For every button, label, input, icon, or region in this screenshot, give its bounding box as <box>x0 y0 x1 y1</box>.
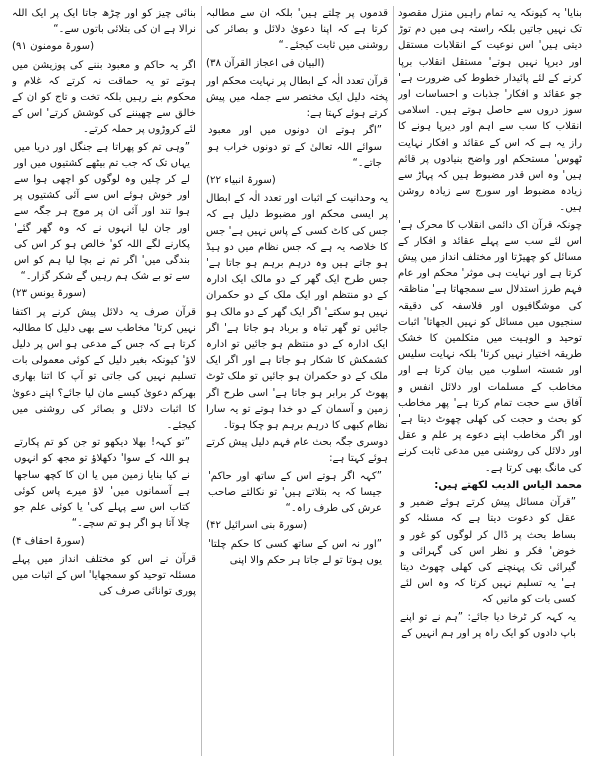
column-divider <box>393 6 394 756</box>
citation: (سورۃ احقاف ۴) <box>12 535 85 547</box>
quotation: ”اور نہ اس کے ساتھ کسی کا حکم چلتا' یوں ہوتا تو لے جاتا ہر حکم والا اپنی <box>208 538 382 566</box>
quotation: ”قرآن مسائل پیش کرتے ہوئے ضمیر و عقل کو دعوت دیتا ہے کہ مسئلہ کو بساط بحث پر ڈال کر لوگوں کو غور و خوض' فکر و نظر اس کی گہرائی و گیرائی تک پہنچنے کی کھلی چھوٹ دیتا ہے' یہ تسلیم نہیں کرتا کہ وہ اس لئے کسی بات کو مانیں کہ <box>400 497 576 606</box>
section-heading: محمد الیاس الدیب لکھتے ہیں: <box>434 479 582 491</box>
quotation: ”تو کہہ! بھلا دیکھو تو جن کو تم پکارتے ہو اللہ کے سوا' دکھلاؤ تو مجھ کو انہوں نے کیا بنایا زمین میں یا ان کا کچھ ساجھا ہے آسمانوں میں' لاؤ میرے پاس کوئی کتاب اس سے پہلے کی' یا کوئی علم جو چلا آتا ہو اگر ہو تم سچے۔“ <box>14 437 190 530</box>
paragraph: یہ وحدانیت کے اثبات اور تعدد الٰہ کے ابطال پر ایسی محکم اور مضبوط دلیل ہے کہ جس کی کاٹ کسی کے پاس نہیں ہے' جس کا خلاصہ یہ ہے کہ جس نظام میں دو ہیڈ ہو جاتے ہیں وہ درہم برہم ہو جاتا ہے' جس طرح ایک گھر کے دو مالک ایک ادارہ کے دو منتظم اور ایک ملک کے دو حکمران نہیں ہو سکتے' اگر ایک گھر کے دو مالک ہو جائیں تو گھر تباہ و برباد ہو جاتا ہے' اگر ایک ادارہ کے دو منتظم ہو جائیں تو ادارہ کشمکش کا شکار ہو جاتا ہے اور اگر ایک ملک کے دو حکمران ہو جائیں تو ملک ٹوٹ پھوٹ کر برابر ہو جاتا ہے' اسی طرح اگر زمین و آسمان کے دو خدا ہوتے تو یہ سارا نظام کبھی کا درہم برہم ہو چکا ہوتا۔ <box>206 193 388 432</box>
quotation: ”اگر ہوتے ان دونوں میں اور معبود سوائے اللہ تعالیٰ کے تو دونوں خراب ہو جاتے۔“ <box>208 125 382 169</box>
column-divider <box>201 6 202 756</box>
paragraph: اگر یہ حاکم و معبود بننے کی پوزیشن میں ہوتے تو یہ حماقت نہ کرتے کہ غلام و محکوم بنے رہیں بلکہ تخت و تاج کو ان کے خالق سے چھیننے کی کوشش کرتے' اس کے لئے کروڑوں پر حملہ کرتے۔ <box>12 59 196 136</box>
citation: (سورۃ مومنون ۹۱) <box>12 41 95 53</box>
paragraph: دوسری جگہ بحث عام فہم دلیل پیش کرتے ہوئے کہتا ہے: <box>206 437 388 465</box>
column-left <box>12 6 196 756</box>
paragraph: بنائی چیز کو اور چڑھ جاتا ایک پر ایک اللہ نرالا ہے ان کی بتلائی باتوں سے۔“ <box>12 8 196 36</box>
quotation: ”وہی تم کو پھراتا ہے جنگل اور دریا میں یہاں تک کہ جب تم بیٹھے کشتیوں میں اور لے کر چلیں وہ لوگوں کو اچھی ہوا سے اور خوش ہوئے اس سے آئی کشتیوں پر ہوا تند اور آئی ان پر موج ہر جگہ سے اور جان لیا انہوں نے کہ وہ گھر گئے' پکارنے لگے اللہ کو' خالص ہو کر اس کی بندگی میں' اگر تم نے بچا لیا ہم کو اس سے تو بے شک ہم رہیں گے شکر گزار۔“ <box>14 141 190 283</box>
citation: (سورۃ بنی اسرائیل ۴۲) <box>206 520 308 532</box>
quotation: ”کہہ اگر ہوتے اس کے ساتھ اور حاکم' جیسا کہ یہ بتلاتے ہیں' تو نکالتے صاحب عرش کی طرف راہ۔“ <box>208 470 382 515</box>
citation: (البیان فی اعجاز القرآن ۳۸) <box>206 57 325 69</box>
paragraph: بنایا' یہ کیونکہ یہ تمام راہیں منزل مقصود تک نہیں جاتیں بلکہ راستہ ہی میں دم توڑ دیتی ہیں' اس نوعیت کے انقلابات مستقل اور دیرپا نہیں ہوتے' مستقل انقلاب برپا کرنے کے لئے پائیدار خطوط کی ضرورت ہے' جو عقائد و افکار' جذبات و احساسات اور سوز دروں سے حاصل ہوتے ہیں۔ اسلامی انقلاب کا سب سے اہم اور دیرپا ہونے کا راز یہ ہے کہ اس کے عقائد و افکار نہایت ٹھوس' مستحکم اور واضح بنیادوں پر قائم ہیں' وہ اس قدر مضبوط ہیں کہ پہاڑ سے زیادہ مضبوط اور سورج سے زیادہ روشن ہیں۔ <box>398 8 582 214</box>
column-right <box>398 6 582 756</box>
citation: (سورۃ یونس ۲۳) <box>12 288 86 300</box>
paragraph: قرآن صرف یہ دلائل پیش کرنے پر اکتفا نہیں کرتا' مخاطب سے بھی دلیل کا مطالبہ کرتا ہے کہ جس کے مدعی ہو اس پر دلیل لاؤ' کیونکہ بغیر دلیل کے کوئی معمولی بات تسلیم نہیں کی جاتی تو آپ کا اتنا بھاری بھرکم دعویٰ کیسے مان لیا جائے؟ اپنے دعویٰ کا اثبات دلائل و بصائر کی روشنی میں کیجئے۔ <box>12 306 196 432</box>
quotation: یہ کہہ کر ٹرخا دیا جائے: ”ہم نے تو اپنے باپ دادوں کو ایک راہ پر اور ہم انہیں کے <box>400 611 576 639</box>
citation: (سورۃ انبیاء ۲۲) <box>206 175 276 187</box>
paragraph: قرآن نے اس کو مختلف انداز میں پہلے مسئلہ توحید کو سمجھایا' اس کے اثبات میں پوری توانائی صرف کی <box>12 553 196 598</box>
column-middle <box>206 6 388 756</box>
paragraph: قدموں پر چلتے ہیں' بلکہ ان سے مطالبہ کرتا ہے کہ اپنا دعویٰ دلائل و بصائر کی روشنی میں ثابت کیجئے۔“ <box>206 8 388 52</box>
paragraph: چونکہ قرآن اک دائمی انقلاب کا محرک ہے' اس لئے سب سے پہلے عقائد و افکار کے مسائل کو چھیڑتا اور مختلف انداز میں پیش کرتا ہے اور نہایت ہی موثر' محکم اور عام فہم طرز استدلال سے سمجھاتا ہے' مناظقہ کی موشگافیوں اور فلاسفہ کی دقیقہ سنجیوں میں مسائل کو نہیں الجھاتا' اثبات توحید و الوہیت میں متکلمین کا خشک طریقہ اختیار نہیں کرتا' بلکہ نہایت سلیس اور شستہ اسلوب میں بیان کرتا ہے اور مخاطب کے مسلمات اور دلائل انفس و آفاق سے حجت تمام کرتا ہے' پھر مخاطب کو بحث و حجت کی کھلی چھوٹ دیتا ہے' اور اگر مخاطب اپنے دعوے پر علم و عقل اور دلائل کی روشنی میں مدعی ثابت کرنے کی مانگ بھی کرتا ہے۔ <box>398 219 582 474</box>
paragraph: قرآن تعدد الٰہ کے ابطال پر نہایت محکم اور پختہ دلیل ایک مختصر سے جملہ میں پیش کرتے ہوئے کہتا ہے: <box>206 75 388 120</box>
